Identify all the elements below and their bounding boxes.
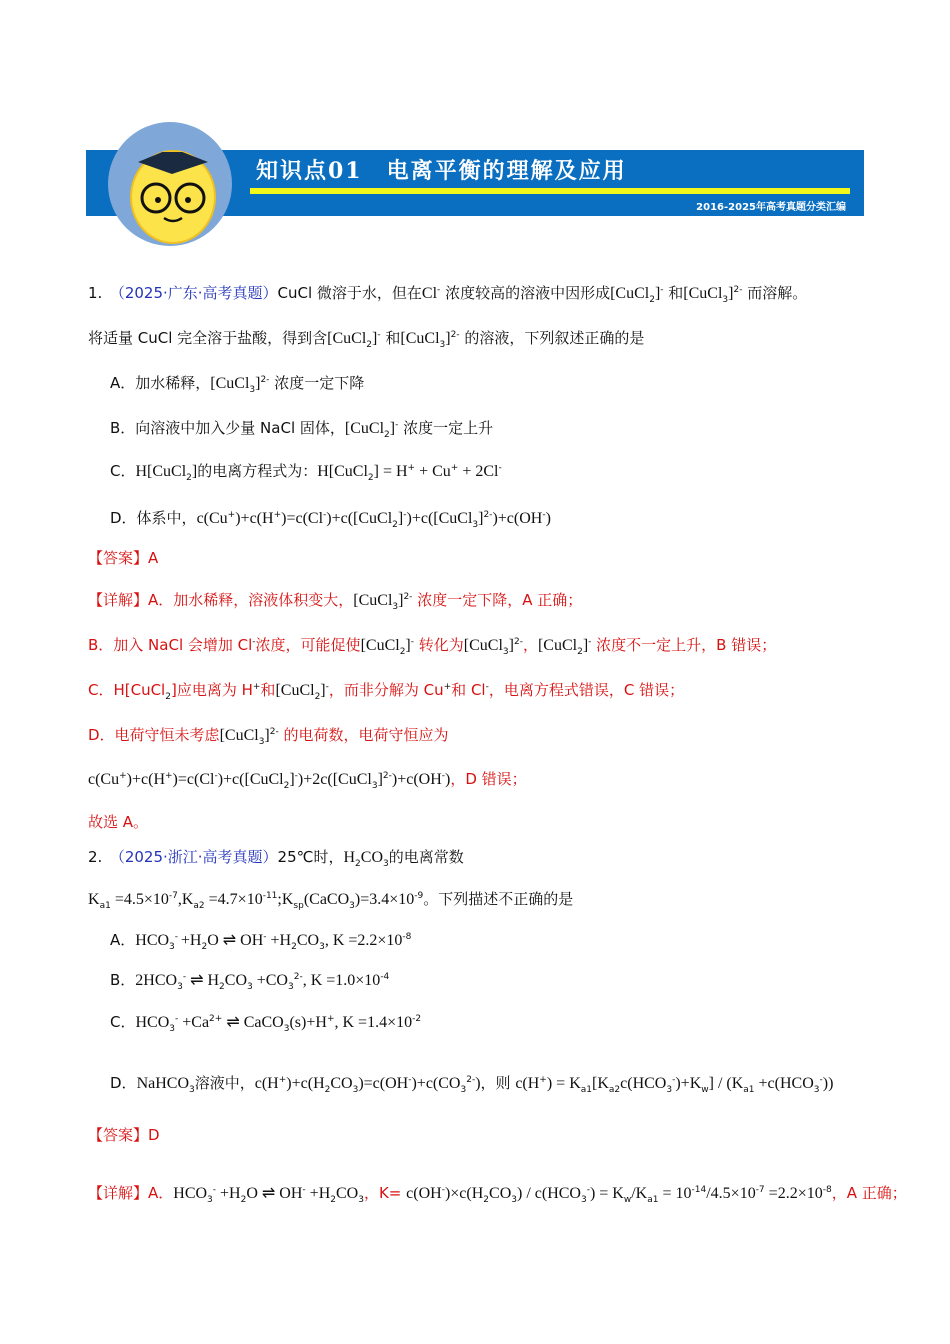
text-segment: )+c(H [235,510,274,527]
text-segment: 2 [314,692,321,702]
text-segment: ,K [177,891,194,908]
text-segment: C． [110,1013,136,1031]
text-segment: ]应电离为 H [170,681,253,699]
text-segment: 3 [258,737,265,747]
text-segment: 3 [439,340,446,350]
text-segment: )×c(H [444,1185,484,1202]
text-segment: +CO [252,972,288,989]
text-segment: HCO [173,1185,208,1202]
section-title: 知识点01 电离平衡的理解及应用 [256,158,627,184]
text-segment: 浓度一定上升 [398,419,494,437]
text-segment: 将适量 CuCl 完全溶于盐酸，得到含 [88,329,328,347]
text-segment: + [119,771,127,781]
q1-explain-c [88,675,684,709]
text-segment: ] [405,637,411,654]
text-segment: + [407,463,416,473]
text-segment: ⇌ H [186,972,220,989]
text-segment: ) [545,510,551,527]
text-segment: 2 [399,647,406,657]
text-segment: HCO [135,932,170,949]
text-segment: ) / c(HCO [516,1185,581,1202]
text-segment: - [408,1075,412,1085]
text-segment: = 10 [658,1185,692,1202]
text-segment: +H [266,932,292,949]
text-segment: ，D 错误； [450,770,527,788]
text-segment: ] [398,592,404,609]
text-segment: =4.7×10 [204,891,263,908]
text-segment: [CuCl [219,727,259,744]
text-segment: H [343,849,356,866]
text-segment: 2 [384,430,390,440]
text-segment: O ⇌ OH [246,1185,303,1202]
text-segment: a2 [193,901,205,911]
text-segment: 2 [392,520,398,530]
text-segment: - [175,1014,179,1024]
text-segment: ] [478,510,484,527]
text-segment: - [174,932,181,942]
text-segment: [CuCl [210,375,250,392]
text-segment: - [302,1185,306,1195]
text-segment: - [660,285,664,295]
text-segment: )+c(CO [411,1075,461,1092]
text-segment: 2- [513,637,523,647]
text-segment: -7 [755,1185,765,1195]
text-segment: -8 [402,932,412,942]
text-segment: )=3.4×10 [354,891,415,908]
text-segment: /K [631,1185,648,1202]
text-segment: 3 [169,942,175,952]
text-segment: c(Cu [88,771,120,788]
text-segment: - [588,637,592,647]
text-segment: [CuCl [275,682,315,699]
q2-answer [88,1123,160,1147]
text-segment: 和 Cl [451,681,486,699]
text-segment: -4 [380,972,390,982]
text-segment: ， [522,636,538,654]
q2-stem-line1 [88,845,464,876]
text-segment: 2. [88,848,118,866]
text-segment: CO [296,932,320,949]
text-segment: CO [335,1185,359,1202]
text-segment: O ⇌ OH [207,932,264,949]
text-segment: 3 [352,1085,359,1095]
text-segment: - [212,1185,217,1195]
text-segment: )+K [675,1075,702,1092]
text-segment: 【答案】D [88,1126,160,1144]
text-segment: w [701,1085,709,1095]
text-segment: B．加入 NaCl 会增加 Cl [88,636,253,654]
text-segment: 的电离常数 [388,848,464,866]
text-segment: 浓度较高的溶液中因形成 [440,284,611,302]
text-segment: 3 [460,1085,467,1095]
text-segment: ⇌ CaCO [222,1014,284,1031]
text-segment: [CuCl [610,285,650,302]
text-segment: + [278,1075,287,1085]
text-segment: 25℃时， [277,848,344,866]
text-segment: 3 [177,982,183,992]
text-segment: )=c(OH [358,1075,409,1092]
graduate-glasses-icon [132,152,214,242]
text-segment: -11 [262,891,278,901]
text-segment: [K [592,1075,609,1092]
text-segment: ，K= [363,1184,407,1202]
text-segment: 2 [355,859,361,869]
text-segment: 浓度一定下降，A 正确； [412,591,583,609]
text-segment: 3 [472,520,479,530]
q2-option-b [110,965,389,999]
text-segment: 3 [383,859,389,869]
text-segment: 2 [483,1195,490,1205]
text-segment: A． [110,931,136,949]
text-segment: [CuCl [360,637,400,654]
text-segment: - [485,682,489,692]
text-segment: 和 [380,329,401,347]
text-segment: 转化为 [414,636,464,654]
text-segment: D．体系中， [110,509,197,527]
text-segment: B．向溶液中加入少量 NaCl 固体， [110,419,345,437]
text-segment: CO [330,1075,353,1092]
text-segment: 的电离方程式为： [197,462,318,480]
text-segment: a2 [608,1085,621,1095]
text-segment: K [88,891,100,908]
text-segment: 2- [269,727,279,737]
text-segment: 3 [349,901,355,911]
text-segment: c(HCO [620,1075,667,1092]
text-segment: 而溶解。 [742,284,808,302]
text-segment: 1. [88,284,118,302]
q2-option-c [110,1007,421,1041]
text-segment: + [252,682,261,692]
text-segment: =2.2×10 [764,1185,823,1202]
text-segment: HCO [135,1014,170,1031]
text-segment: [CuCl [537,637,578,654]
text-segment: ] [289,771,295,788]
text-segment: )+c(OH [391,771,442,788]
text-segment: - [294,771,298,781]
text-segment: + [165,771,173,781]
text-segment: ] [654,285,661,302]
text-segment: C．H[CuCl [88,681,166,699]
text-segment: , K =2.2×10 [324,932,403,949]
q1-option-d [110,503,551,537]
text-segment: +c(HCO [754,1075,814,1092]
text-segment: 【答案】A [88,549,159,567]
text-segment: )+c([CuCl [217,771,284,788]
text-segment: =4.5×10 [110,891,169,908]
text-segment: -7 [168,891,178,901]
text-segment: + 2Cl [458,463,499,480]
q2-explain-a [88,1178,907,1212]
text-segment: 2 [649,295,655,305]
q2-option-d [110,1068,833,1102]
text-segment: 2 [324,1085,331,1095]
text-segment: - [325,682,329,692]
text-segment: 和 [260,681,276,699]
text-segment: ] / (K [708,1075,744,1092]
text-segment: 3 [247,982,253,992]
text-segment: CO [224,972,247,989]
title-underline [250,188,850,194]
text-segment: 3 [189,1085,195,1095]
text-segment: a1 [580,1085,592,1095]
text-segment: c(Cu [196,510,228,527]
text-segment: 2- [293,972,303,982]
text-segment: 2 [577,647,583,657]
text-segment: 3 [580,1195,587,1205]
text-segment: 2 [201,942,208,952]
text-segment: )=c(Cl [281,510,324,527]
text-segment: ;K [277,891,294,908]
text-segment: w [623,1195,632,1205]
text-segment: 2 [219,982,225,992]
text-segment: 浓度，可能促使 [255,636,361,654]
text-segment: 2- [260,375,270,385]
text-segment: ] [582,637,589,654]
text-segment: 3 [666,1085,673,1095]
text-segment: -8 [822,1185,832,1195]
text-segment: ] [389,420,396,437]
q1-explain-b [88,630,776,664]
text-segment: CuCl 微溶于水，但在 [277,284,422,302]
text-segment: 3 [283,1024,290,1034]
text-segment: +H [216,1185,241,1202]
text-segment: c(H [515,1075,540,1092]
text-segment: ，则 [480,1074,516,1092]
text-segment: ] [264,727,270,744]
text-segment: 3 [358,1195,364,1205]
text-segment: B． [110,971,136,989]
text-segment: 3 [722,295,729,305]
text-segment: , K =1.0×10 [302,972,381,989]
text-segment: -2 [412,1014,422,1024]
text-segment: [CuCl [683,285,723,302]
text-segment: ] [191,463,198,480]
text-segment: +Ca [178,1014,210,1031]
text-segment: 浓度不一定上升，B 错误； [591,636,777,654]
text-segment: a1 [647,1195,659,1205]
text-segment: ] [372,330,378,347]
text-segment: 3 [502,647,509,657]
series-subtitle: 2016-2025年高考真题分类汇编 [696,202,846,213]
text-segment: + [227,510,236,520]
text-segment: - [377,330,381,340]
text-segment: + [273,510,282,520]
q1-conclusion [88,810,148,834]
text-segment: a1 [743,1085,755,1095]
text-segment: D．电荷守恒未考虑 [88,726,220,744]
text-segment: +H [180,932,202,949]
text-segment: H[CuCl [317,463,368,480]
q1-stem-line2 [88,323,644,357]
text-segment: )) [822,1075,834,1092]
text-segment: )+c([CuCl [326,510,393,527]
text-segment: + [450,463,459,473]
q2-stem-line2 [88,884,573,918]
text-segment: ] [377,771,383,788]
text-segment: - [437,285,441,295]
text-segment: 2- [382,771,392,781]
text-segment: 2 [186,473,192,483]
text-segment: + Cu [415,463,451,480]
text-segment: ) = K [546,1075,581,1092]
q1-option-b [110,413,493,447]
text-segment: (CaCO [303,891,350,908]
text-segment: CO [489,1185,512,1202]
text-segment: /4.5×10 [706,1185,756,1202]
text-segment: ] [255,375,261,392]
text-segment: (s)+H [289,1014,327,1031]
text-segment: NaHCO [136,1075,189,1092]
text-segment: CO [360,849,383,866]
text-segment: - [214,771,218,781]
text-segment: 2 [291,942,297,952]
question-source: （2025·浙江·高考真题） [117,848,278,866]
text-segment: ，A 正确； [831,1184,907,1202]
text-segment: ] [320,682,326,699]
text-segment: ] [508,637,514,654]
text-segment: [CuCl [400,330,440,347]
text-segment: )+2c([CuCl [297,771,372,788]
text-segment: 3 [371,781,378,791]
text-segment: 的溶液，下列叙述正确的是 [459,329,645,347]
text-segment: 故选 A。 [88,813,149,831]
text-segment: a1 [99,901,111,911]
q1-explain-a [88,585,582,619]
q1-option-a [110,368,364,402]
text-segment: Cl [421,285,438,302]
text-segment: - [182,972,187,982]
text-segment: )+c(OH [492,510,543,527]
text-segment: 3 [392,602,399,612]
text-segment: 2 [330,1195,336,1205]
text-segment: - [542,510,546,520]
text-segment: 3 [319,942,325,952]
text-segment: 2- [466,1075,476,1085]
text-segment: ) = K [589,1185,624,1202]
text-segment: - [410,637,414,647]
text-segment: 2 [283,781,290,791]
text-segment: 和 [663,284,684,302]
text-segment: )+c([CuCl [406,510,473,527]
text-segment: )+c(H [286,1075,325,1092]
text-segment: 2- [733,285,743,295]
text-segment: )=c(Cl [172,771,215,788]
text-segment: 3 [169,1024,175,1034]
text-segment: 【详解】A．加水稀释，溶液体积变大， [88,591,354,609]
text-segment: - [263,932,267,942]
q1-stem-line1 [88,278,807,312]
text-segment: [CuCl [353,592,393,609]
text-segment: 2- [483,510,493,520]
text-segment: 3 [249,385,256,395]
q2-option-a [110,925,411,959]
text-segment: c(OH [406,1185,442,1202]
text-segment: ) [475,1075,481,1092]
q1-explain-d-equation [88,764,527,798]
text-segment: - [586,1185,590,1195]
text-segment: )+c(H [126,771,165,788]
text-segment: 3 [207,1195,213,1205]
text-segment: 2- [450,330,460,340]
text-segment: -9 [414,891,424,901]
text-segment: - [672,1075,676,1085]
text-segment: 3 [511,1195,517,1205]
text-segment: 3 [287,982,294,992]
text-segment: ，而非分解为 Cu [328,681,444,699]
text-segment: sp [293,901,304,911]
text-segment: + [326,1014,335,1024]
text-segment: H[CuCl [135,463,187,480]
text-segment: - [323,510,327,520]
text-segment: ，电离方程式错误，C 错误； [488,681,685,699]
text-segment: 2 [367,473,374,483]
q1-option-c [110,456,502,490]
text-segment: D． [110,1074,137,1092]
text-segment: - [403,510,407,520]
text-segment: - [441,1185,445,1195]
text-segment: ] [445,330,451,347]
text-segment: - [395,420,399,430]
text-segment: + [443,682,452,692]
text-segment: ) [445,771,451,788]
text-segment: ] [397,510,404,527]
question-source: （2025·广东·高考真题） [117,284,278,302]
text-segment: [CuCl [463,637,503,654]
text-segment: [CuCl [344,420,385,437]
text-segment: 2+ [209,1014,223,1024]
text-segment: 2 [366,340,373,350]
text-segment: 。下列描述不正确的是 [423,890,574,908]
text-segment: , K =1.4×10 [334,1014,413,1031]
text-segment: 浓度一定下降 [269,374,365,392]
text-segment: [CuCl [327,330,367,347]
text-segment: ] = H [373,463,408,480]
text-segment: +H [305,1185,331,1202]
text-segment: 2- [403,592,413,602]
q1-answer [88,546,158,570]
text-segment: 溶液中， [194,1074,255,1092]
text-segment: C． [110,462,136,480]
text-segment: 2 [165,692,171,702]
text-segment: A．加水稀释， [110,374,211,392]
text-segment: - [819,1075,823,1085]
text-segment: -14 [691,1185,707,1195]
text-segment: 【详解】A． [88,1184,174,1202]
text-segment: 的电荷数，电荷守恒应为 [278,726,449,744]
mascot-face-icon [130,150,216,244]
text-segment: c(H [254,1075,279,1092]
text-segment: - [441,771,446,781]
q1-explain-d [88,720,449,754]
text-segment: ] [728,285,734,302]
text-segment: - [498,463,502,473]
text-segment: - [252,637,256,647]
text-segment: 2HCO [135,972,178,989]
text-segment: + [539,1075,547,1085]
text-segment: 2 [240,1195,247,1205]
text-segment: 3 [813,1085,820,1095]
